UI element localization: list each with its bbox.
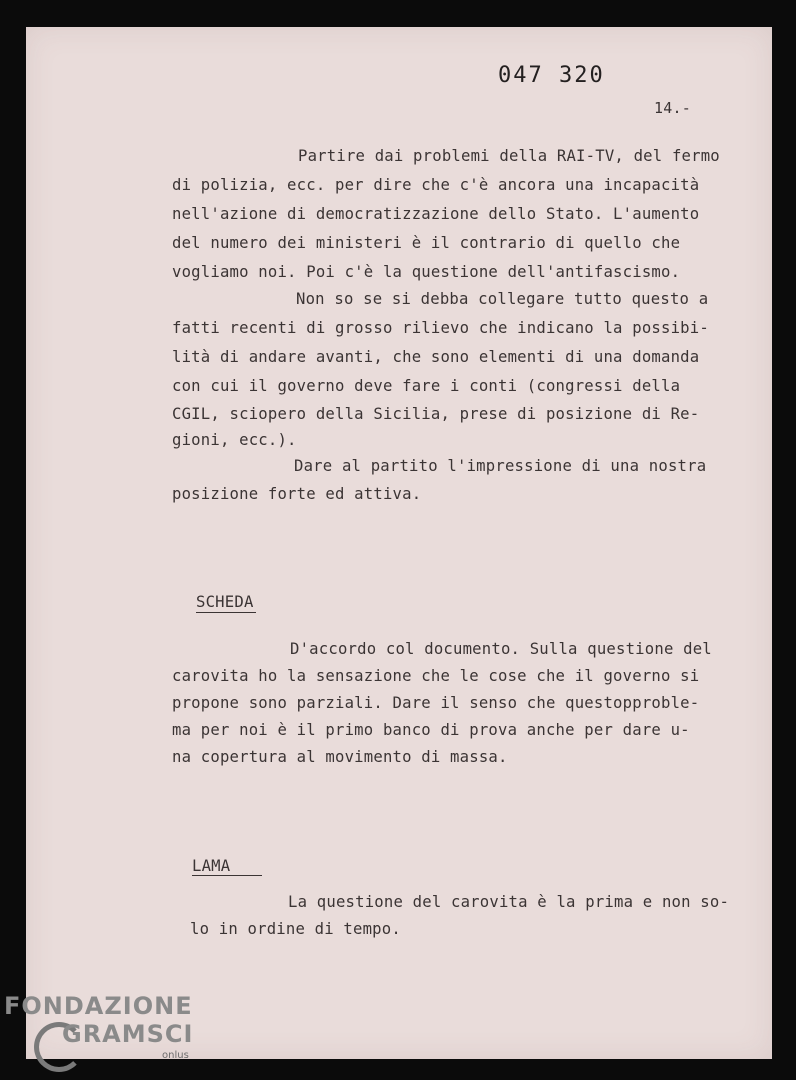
heading-underline (192, 875, 262, 876)
text-line: nell'azione di democratizzazione dello Stato. L'aumento (172, 205, 700, 223)
text-line: gioni, ecc.). (172, 431, 297, 449)
text-line: D'accordo col documento. Sulla questione del (290, 640, 712, 658)
page-number: 14.- (654, 99, 691, 117)
text-line: Dare al partito l'impressione di una nostra (294, 457, 707, 475)
fondazione-gramsci-watermark (4, 992, 194, 1061)
document-page (26, 27, 772, 1059)
section-heading-lama: LAMA (192, 857, 231, 875)
text-line: del numero dei ministeri è il contrario di quello che (172, 234, 681, 252)
text-line: carovita ho la sensazione che le cose che il governo si (172, 667, 700, 685)
text-line: Partire dai problemi della RAI-TV, del fermo (298, 147, 720, 165)
watermark-line: onlus (162, 1050, 189, 1061)
watermark-line: GRAMSCI (62, 1020, 194, 1048)
text-line: lo in ordine di tempo. (190, 920, 401, 938)
document-number: 047 320 (498, 63, 605, 88)
text-line: Non so se si debba collegare tutto questo a (296, 290, 709, 308)
text-line: La questione del carovita è la prima e non so- (288, 893, 730, 911)
text-line: con cui il governo deve fare i conti (congressi della (172, 377, 681, 395)
section-heading-scheda: SCHEDA (196, 593, 254, 611)
heading-underline (196, 612, 256, 613)
text-line: propone sono parziali. Dare il senso che questopproble- (172, 694, 700, 712)
text-line: lità di andare avanti, che sono elementi di una domanda (172, 348, 700, 366)
text-line: CGIL, sciopero della Sicilia, prese di posizione di Re- (172, 405, 700, 423)
text-line: na copertura al movimento di massa. (172, 748, 508, 766)
watermark-line: FONDAZIONE (4, 992, 193, 1020)
text-line: vogliamo noi. Poi c'è la questione dell'antifascismo. (172, 263, 681, 281)
text-line: ma per noi è il primo banco di prova anche per dare u- (172, 721, 690, 739)
text-line: fatti recenti di grosso rilievo che indicano la possibi- (172, 319, 709, 337)
text-line: di polizia, ecc. per dire che c'è ancora una incapacità (172, 176, 700, 194)
text-line: posizione forte ed attiva. (172, 485, 422, 503)
